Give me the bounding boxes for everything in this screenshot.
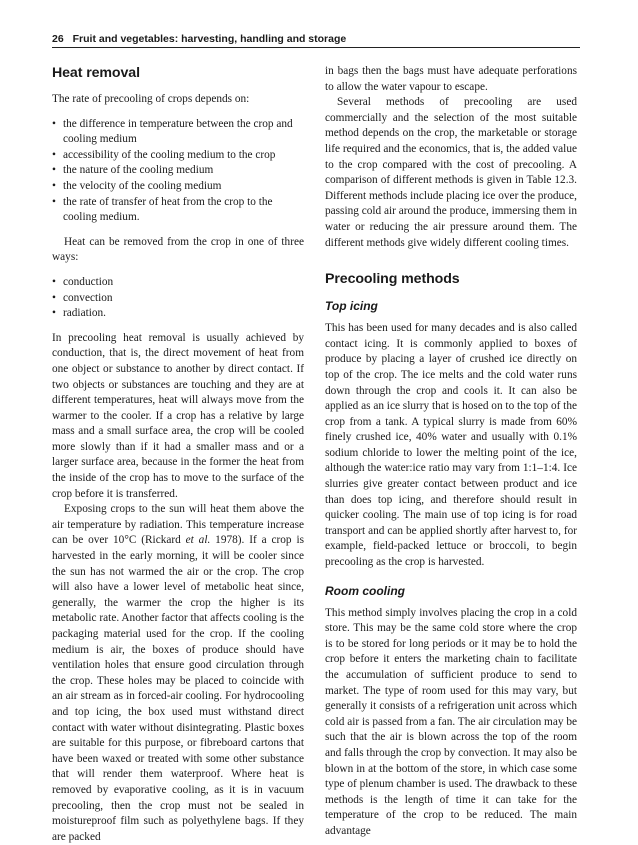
- list-item: • the nature of the cooling medium: [52, 163, 304, 179]
- radiation-paragraph: [52, 502, 304, 845]
- section-heading-heat-removal: Heat removal: [52, 65, 140, 81]
- room-cooling-paragraph: This method simply involves placing the crop in a cold store. This may be the same cold store where the crop is to be stored for long periods or it may be to hold the crop before it enters the marketing chain to facilitate the accumulation of sufficient produce to send to market. The type of room used for this may vary, but generally it consists of a refrigeration unit across which cold air is passed from a fan. The air circulation may be such that the air is blown across the top of the room and falls through the crop by convection. It may also be blown in at the bottom of the store, in which case some type of plenum chamber is used. The drawback to these methods is the length of time it can take for the temperature of the crop to be reduced. The main advantage: [325, 606, 577, 837]
- paragraph-text: 1978). If a crop is harvested in the early morning, it will be cooler since the sun has not warmed the air or the crop. The crop will also have a lower level of metabolic heat since, generally, the warmer the crop the higher is its metabolic rate. Another factor that affects cooling is the packaging material used for the crop. If the cooling medium is air, the boxes of produce should have ventilation holes that ensure good circulation through the crop. These holes may be placed to coincide with an air stream as in forced-air cooling. For hydrocooling and top icing, the box used must withstand direct contact with water without disintegrating. Plastic boxes are suitable for this purpose, or fibreboard cartons that have been waxed or treated with some other substance that will render them waterproof. Where heat is removed by evaporative cooling, as it is in vacuum precooling, then the crop must not be sealed in moistureproof film such as polyethylene bags. If they are packed: [52, 534, 304, 843]
- subheading-room-cooling: Room cooling: [325, 583, 405, 598]
- list-item: • the rate of transfer of heat from the crop to the cooling medium.: [52, 195, 304, 226]
- citation-etal: et al.: [185, 534, 211, 547]
- list-item: • radiation.: [52, 306, 304, 322]
- ways-intro-paragraph: Heat can be removed from the crop in one of three ways:: [52, 235, 304, 264]
- list-item: • accessibility of the cooling medium to the crop: [52, 148, 304, 164]
- right-column: [325, 64, 577, 840]
- book-title: Fruit and vegetables: harvesting, handling and storage: [72, 33, 347, 45]
- header-rule: [52, 47, 580, 48]
- paragraph-text: Exposing crops to the sun will heat them above the air temperature by radiation. This temperature increase can be over 10°C (Rickard: [52, 503, 304, 547]
- subheading-top-icing: Top icing: [325, 299, 378, 314]
- intro-paragraph: The rate of precooling of crops depends on:: [52, 93, 250, 105]
- methods-paragraph: Several methods of precooling are used commercially and the selection of the most suitable method depends on the crop, the marketable or storage life required and the economics, that is, the added value to the crop compared with the cost of precooling. A comparison of different methods is given in Table 12.3. Different methods include placing ice over the produce, passing cold air around the produce, immersing them in water or reducing the air pressure around them. The different methods give widely different cooling times.: [325, 96, 577, 249]
- running-header: [52, 33, 580, 45]
- list-item: • the difference in temperature between the crop and cooling medium: [52, 117, 304, 148]
- left-column: [52, 64, 304, 845]
- section-heading-precooling-methods: Precooling methods: [325, 271, 460, 288]
- continued-paragraph: in bags then the bags must have adequate perforations to allow the water vapour to escape.: [325, 65, 577, 93]
- list-item: • the velocity of the cooling medium: [52, 179, 304, 195]
- list-item: • conduction: [52, 275, 304, 291]
- factors-list: [52, 117, 304, 226]
- page-number: 26: [52, 33, 64, 45]
- ways-list: [52, 275, 304, 322]
- top-icing-paragraph: This has been used for many decades and is also called contact icing. It is commonly applied to boxes of produce by placing a layer of crushed ice directly on top of the crop. The ice melts and the cold water runs down through the crop and cools it. It can also be applied as an ice slurry that is hosed on to the top of the crop from a tank. A typical slurry is made from 60% finely crushed ice, 40% water and usually with 0.1% sodium chloride to lower the melting point of the ice, although the water:ice ratio may vary from 1:1–1:4. Ice slurries give greater contact between product and ice than does top icing, and therefore should result in quicker cooling. The main use of top icing is for road transport and can be applied shortly after harvest to, for example, field-packed lettuce or broccoli, to begin precooling as the crop is harvested.: [325, 322, 577, 569]
- conduction-paragraph: In precooling heat removal is usually achieved by conduction, that is, the direct movement of heat from one object or substance to another by direct contact. If two objects or substances are touching and they are at different temperatures, heat will always move from the warmer to the cooler. If a crop has a relative by large mass and a small surface area, the crop will be cooled more slowly than if it had a smaller mass and or a larger surface area, because in the former the heat from the inside of the crop has to move to the surface of the crop before it is transferred.: [52, 331, 304, 500]
- list-item: • convection: [52, 291, 304, 307]
